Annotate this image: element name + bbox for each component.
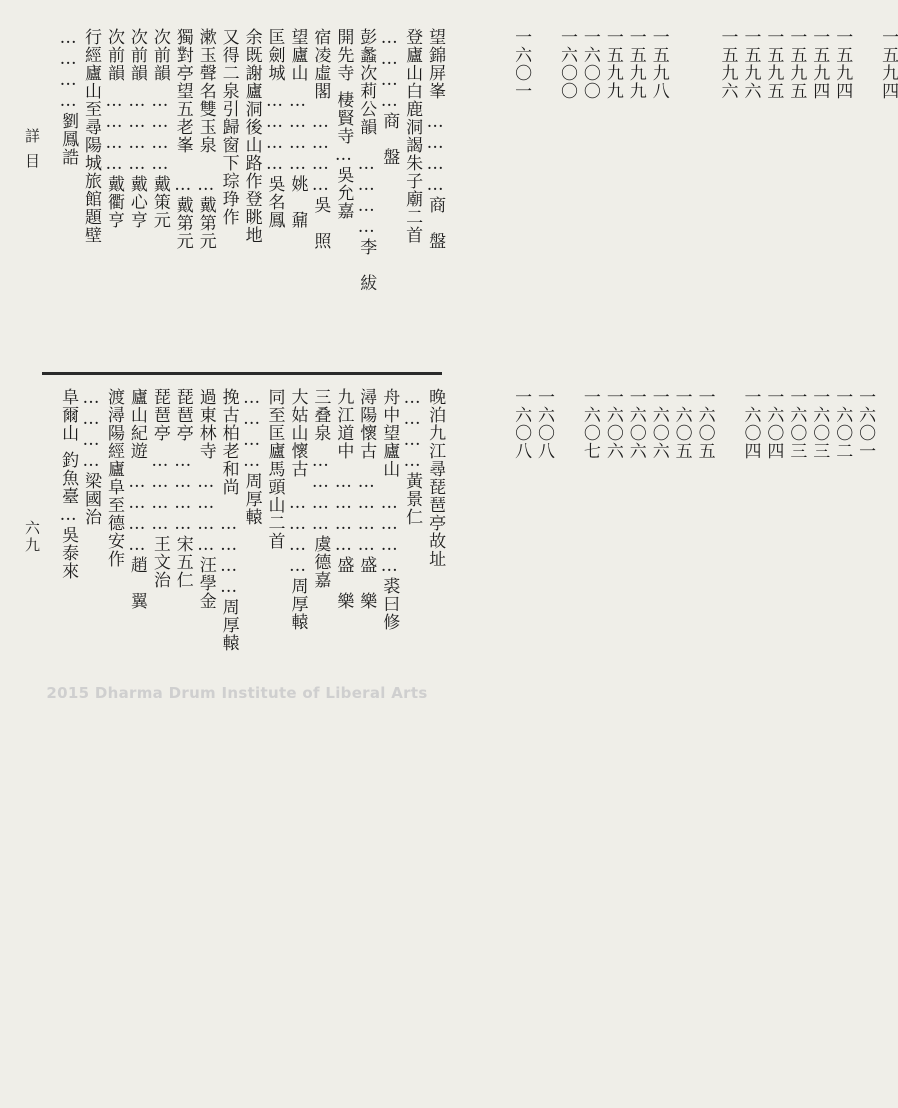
entry-author: …………劉鳳誥 — [58, 28, 79, 166]
entry-title: 大姑山懷古 — [287, 388, 308, 478]
entry-page: 一五九六 — [740, 28, 761, 100]
entry-title: 次前韻 — [149, 28, 170, 82]
entry-author: …………趙 翼 — [126, 472, 147, 610]
entry-page: 一六〇二 — [832, 388, 853, 460]
entry-author: …………梁國治 — [81, 388, 101, 526]
entry-title: 行經廬山至尋陽城旅館題壁 — [81, 28, 101, 244]
entry-title: 獨對亭望五老峯 — [172, 28, 193, 154]
entry-page: 一六〇八 — [511, 388, 532, 460]
entry-page: 一六〇六 — [625, 388, 646, 460]
entry-title: 阜爾山 — [58, 388, 79, 442]
entry-page: 一五九九 — [625, 28, 646, 100]
entry-title: 三叠泉 — [310, 388, 331, 442]
entry-author: …………李 紱 — [356, 154, 377, 292]
entry-page: 一五九四 — [832, 28, 853, 100]
entry-title: 廬山紀遊 — [126, 388, 147, 460]
entry-page: 一六〇六 — [602, 388, 623, 460]
entry-page: 一五九八 — [648, 28, 669, 100]
entry-page: 一六〇四 — [740, 388, 761, 460]
entry-page: 一六〇〇 — [579, 28, 600, 100]
entry-title: 余既謝廬洞後山路作登眺地 — [241, 28, 262, 244]
running-header: 詳目 — [23, 128, 41, 178]
entry-title: 登廬山白鹿洞謁朱子廟二首 — [402, 28, 423, 244]
entry-title: 過東林寺 — [195, 388, 216, 460]
entry-page: 一五九四 — [809, 28, 830, 100]
entry-title: 宿凌虛閣 — [310, 28, 331, 100]
entry-author: …………王文治 — [149, 451, 170, 589]
entry-title: 舟中望廬山 — [379, 388, 400, 478]
entry-title: 挽古柏老和尚 — [218, 388, 239, 496]
entry-author: …………汪學金 — [195, 472, 216, 610]
entry-author: …………周厚轅 — [241, 388, 262, 526]
entry-title: 九江道中 — [333, 388, 354, 460]
entry-title: 望廬山 — [287, 28, 308, 82]
entry-title: 彭蠡次莉公韻 — [356, 28, 377, 136]
entry-author: 釣魚臺…吳泰來 — [58, 451, 79, 580]
entry-author: …………戴策元 — [149, 91, 170, 229]
entry-author: …………吳名鳳 — [264, 91, 285, 229]
entry-page: 一六〇三 — [786, 388, 807, 460]
entry-author: …………盛 樂 — [333, 472, 354, 610]
entry-author: …………吳 照 — [310, 112, 331, 250]
entry-page: 一六〇三 — [809, 388, 830, 460]
entry-page: 一五九九 — [602, 28, 623, 100]
entry-title: 琵琶亭 — [172, 388, 193, 442]
entry-page: 一五九六 — [717, 28, 738, 100]
entry-title: 琵琶亭 — [149, 388, 170, 442]
entry-page: 一五九五 — [786, 28, 807, 100]
toc-top-panel — [52, 28, 898, 358]
page-number: 六九 — [23, 520, 41, 554]
entry-title: 晚泊九江尋琵琶亭故址 — [425, 388, 446, 568]
entry-title: 次前韻 — [103, 28, 124, 82]
entry-page: 一五九四 — [878, 28, 898, 100]
watermark: 2015 Dharma Drum Institute of Liberal Arts — [46, 684, 428, 702]
entry-author: …………商 盤 — [425, 112, 446, 250]
entry-author: …………戴心亨 — [126, 91, 147, 229]
entry-title: 漱玉聲名雙玉泉 — [195, 28, 216, 154]
entry-author: 棲賢寺…吳允嘉 — [333, 91, 354, 220]
entry-page: 一六〇五 — [671, 388, 692, 460]
entry-author: …………商 盤 — [379, 28, 400, 166]
entry-author: …戴第元 — [195, 175, 216, 250]
entry-author: …………周厚轅 — [287, 493, 308, 631]
entry-page: 一六〇四 — [763, 388, 784, 460]
entry-author: …………周厚轅 — [218, 514, 239, 652]
toc-bottom-panel — [52, 388, 876, 688]
entry-author: …………盛 樂 — [356, 472, 377, 610]
entry-page: 一六〇一 — [511, 28, 532, 100]
entry-author: …………姚 鼐 — [287, 91, 308, 229]
entry-title: 同至匡廬馬頭山二首 — [264, 388, 285, 550]
entry-page: 一五九五 — [763, 28, 784, 100]
entry-author: …戴第元 — [172, 175, 193, 250]
entry-author: …………宋五仁 — [172, 451, 193, 589]
entry-title: 潯陽懷古 — [356, 388, 377, 460]
entry-page: 一六〇〇 — [556, 28, 577, 100]
entry-title: 匡劍城 — [264, 28, 285, 82]
entry-page: 一六〇六 — [648, 388, 669, 460]
entry-title: 渡潯陽經廬阜至德安作 — [103, 388, 124, 568]
entry-title: 開先寺 — [333, 28, 354, 82]
entry-author: …………黃景仁 — [402, 388, 423, 526]
section-divider — [42, 372, 442, 375]
entry-author: …………戴衢亨 — [103, 91, 124, 229]
entry-page: 一六〇五 — [694, 388, 715, 460]
entry-title: 又得二泉引歸窗下琮琤作 — [218, 28, 239, 226]
entry-page: 一六〇八 — [534, 388, 554, 460]
entry-title: 次前韻 — [126, 28, 147, 82]
entry-title: 望錦屏峯 — [425, 28, 446, 100]
entry-author: …………虞德嘉 — [310, 451, 331, 589]
entry-page: 一六〇七 — [579, 388, 600, 460]
entry-author: …………裘曰修 — [379, 493, 400, 631]
entry-page: 一六〇一 — [855, 388, 876, 460]
